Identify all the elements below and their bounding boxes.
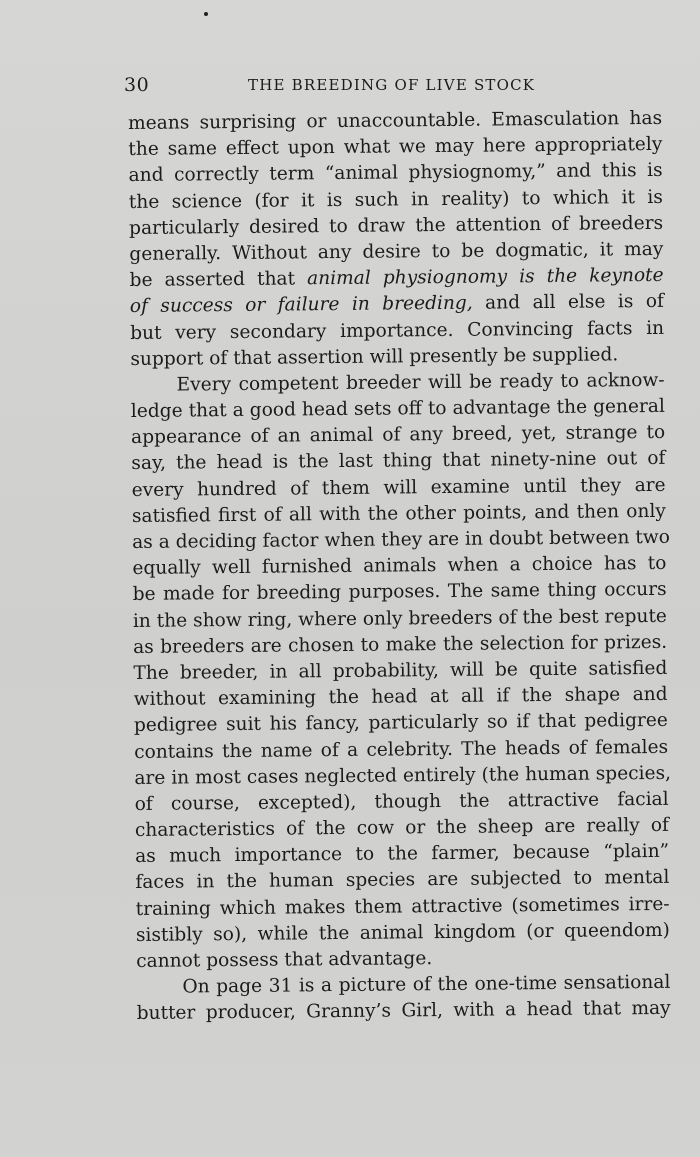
text-line: are in most cases neglected entirely (the human species, bbox=[134, 762, 672, 789]
text-line: the same effect upon what we may here appropriately bbox=[128, 134, 663, 161]
text-line: characteristics of the cow or the sheep are really of bbox=[134, 814, 669, 842]
text-line: butter producer, Granny’s Girl, with a head that may bbox=[136, 998, 671, 1025]
text-line: of course, excepted), though the attractive facial bbox=[134, 788, 669, 815]
text-line: in the show ring, where only breeders of the best repute bbox=[132, 605, 667, 632]
text-line: as much importance to the farmer, because “plain” bbox=[135, 841, 670, 868]
text-line: faces in the human species are subjected to mental bbox=[135, 867, 670, 894]
text-line: equally well furnished animals when a choice has to bbox=[132, 553, 667, 580]
text-line: pedigree suit his fancy, particularly so if that pedigree bbox=[133, 710, 668, 737]
ink-speck bbox=[204, 12, 208, 16]
text-line: the science (for it is such in reality) to which it is bbox=[128, 186, 663, 213]
text-line: ledge that a good head sets off to advantage the general bbox=[130, 395, 665, 423]
paragraph-start: On page 31 is a picture of the one-time sensational bbox=[182, 972, 671, 998]
text-line: The breeder, in all probability, will be quite satisfied bbox=[133, 657, 668, 684]
text-line: training which makes them attractive (sometimes irre- bbox=[135, 893, 670, 920]
text-line: satisfied first of all with the other points, and then only bbox=[131, 500, 666, 527]
text-line: support of that assertion will presently be supplied. bbox=[130, 343, 619, 370]
text-line: say, the head is the last thing that ninety-nine out of bbox=[131, 448, 666, 475]
text-line: every hundred of them will examine until they are bbox=[131, 474, 666, 501]
text-line: appearance of an animal of any breed, yet, strange to bbox=[131, 422, 666, 449]
text-run: and all else is of bbox=[485, 291, 664, 314]
text-line: as a deciding factor when they are in doubt between two bbox=[132, 526, 670, 553]
page-header bbox=[124, 74, 544, 100]
italic-phrase: of success or failure in breeding, bbox=[129, 293, 473, 318]
text-run: be asserted that bbox=[129, 268, 296, 292]
text-line: be made for breeding purposes. The same thing occurs bbox=[132, 579, 667, 606]
text-line: but very secondary importance. Convincing facts in bbox=[130, 317, 665, 344]
running-head: THE BREEDING OF LIVE STOCK bbox=[248, 76, 536, 94]
text-line: without examining the head at all if the shape and bbox=[133, 683, 668, 711]
text-line: particularly desired to draw the attention of breeders bbox=[129, 212, 664, 239]
body-text bbox=[128, 106, 671, 1028]
text-line: means surprising or unaccountable. Emasculation has bbox=[128, 107, 663, 134]
text-line: sistibly so), while the animal kingdom (or queendom) bbox=[135, 919, 670, 946]
text-line: generally. Without any desire to be dogmatic, it may bbox=[129, 238, 664, 265]
page-number: 30 bbox=[124, 74, 150, 96]
paragraph-start: Every competent breeder will be ready to acknow- bbox=[176, 369, 665, 396]
text-line: contains the name of a celebrity. The heads of females bbox=[134, 736, 669, 763]
italic-phrase: animal physiognomy is the keynote bbox=[307, 264, 664, 290]
text-line: cannot possess that advantage. bbox=[136, 948, 433, 972]
text-line: as breeders are chosen to make the selection for prizes. bbox=[133, 631, 668, 658]
text-line: and correctly term “animal physiognomy,” and this is bbox=[128, 160, 663, 187]
